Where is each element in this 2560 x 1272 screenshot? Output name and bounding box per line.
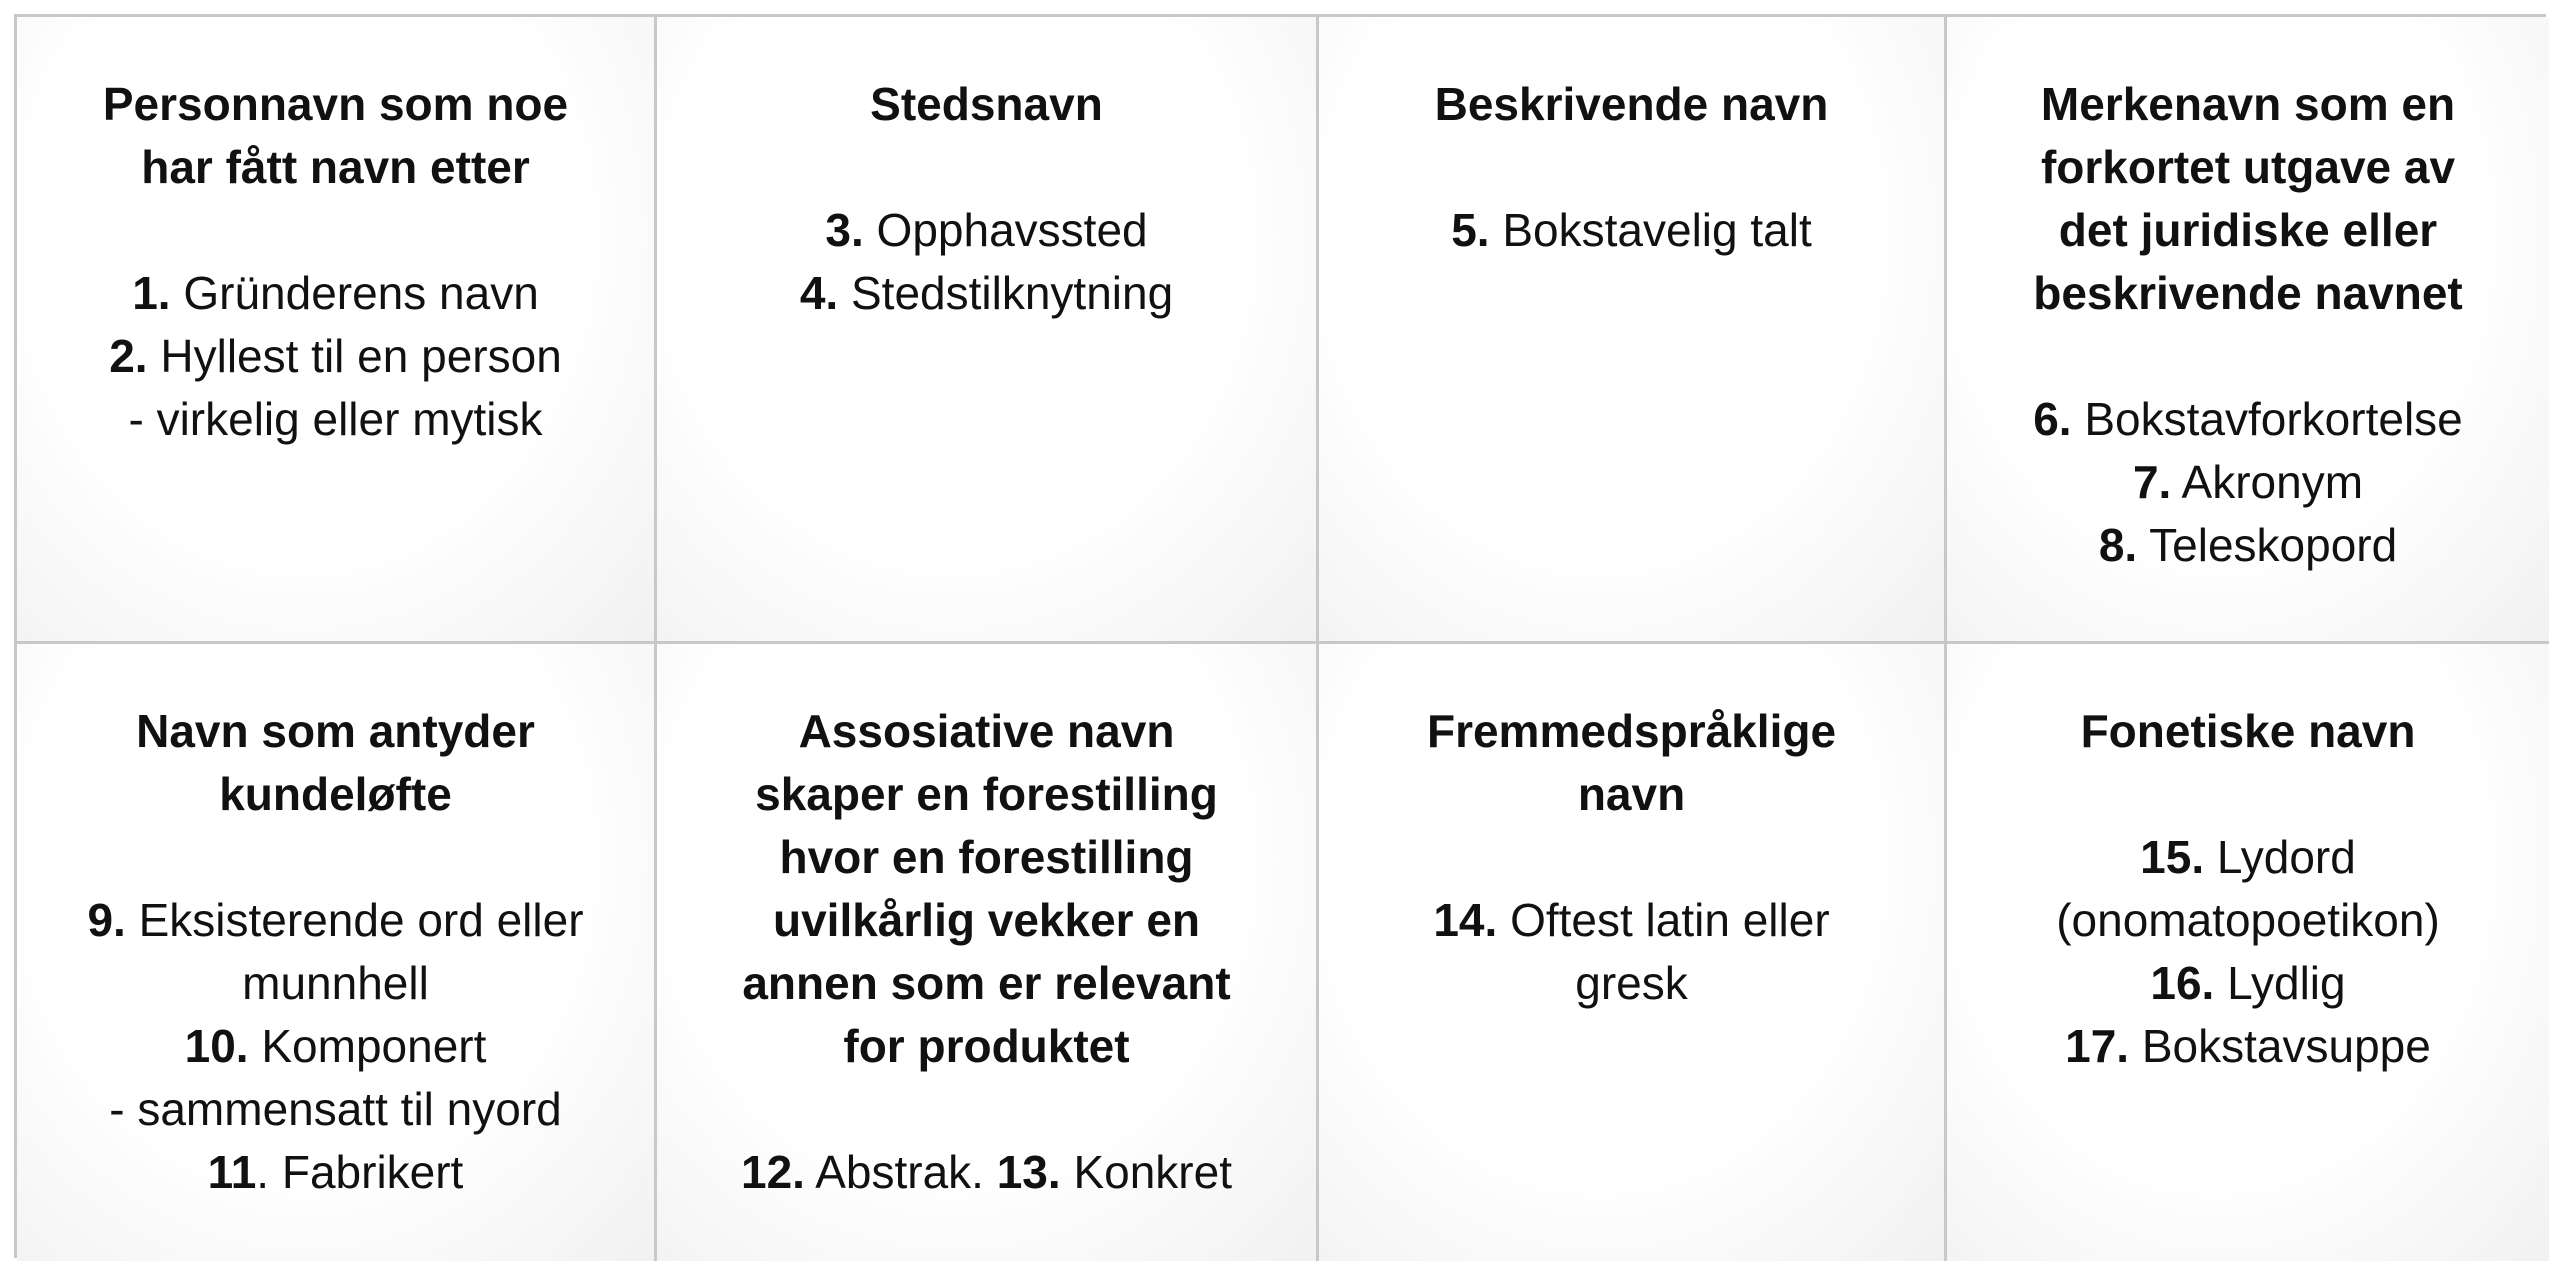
cell-items xyxy=(1343,889,1920,1015)
item-number: 14. xyxy=(1433,894,1498,946)
title-line: beskrivende navnet xyxy=(2033,267,2463,319)
item-text: Stedstilknytning xyxy=(838,267,1174,319)
title-line: annen som er relevant xyxy=(742,957,1231,1009)
title-line: Personnavn som noe xyxy=(102,78,569,130)
cell-title xyxy=(1971,700,2525,763)
cell-title xyxy=(1971,73,2525,325)
cell-items xyxy=(681,1141,1292,1204)
title-line: forkortet utgave av xyxy=(2040,141,2456,193)
title-line: Assosiative navn xyxy=(798,705,1175,757)
cell-items xyxy=(41,889,630,1204)
item-text: - virkelig eller mytisk xyxy=(128,393,543,445)
item-text: Lydlig xyxy=(2214,957,2346,1009)
item-number: 3. xyxy=(825,204,864,256)
list-item xyxy=(41,889,630,952)
list-item xyxy=(41,1015,630,1078)
list-item xyxy=(41,1078,630,1141)
cell-stedsnavn xyxy=(657,17,1319,644)
title-line: Beskrivende navn xyxy=(1434,78,1829,130)
title-line: navn xyxy=(1577,768,1686,820)
title-line: Stedsnavn xyxy=(870,78,1103,130)
title-line: Navn som antyder xyxy=(136,705,535,757)
list-item xyxy=(1971,889,2525,952)
list-item xyxy=(681,262,1292,325)
title-line: det juridiske eller xyxy=(2058,204,2438,256)
item-text: Abstrak. xyxy=(804,1146,997,1198)
list-item xyxy=(1971,826,2525,889)
item-number: 15. xyxy=(2140,831,2205,883)
title-line: Fonetiske navn xyxy=(2080,705,2416,757)
cell-title xyxy=(681,73,1292,136)
item-text: Konkret xyxy=(1060,1146,1232,1198)
item-text: Bokstavelig talt xyxy=(1489,204,1812,256)
cell-title xyxy=(41,700,630,826)
item-text: Lydord xyxy=(2204,831,2356,883)
cell-title xyxy=(1343,700,1920,826)
item-text: Oftest latin eller xyxy=(1497,894,1830,946)
list-item xyxy=(41,262,630,325)
item-number: 5. xyxy=(1451,204,1490,256)
title-line: har fått navn etter xyxy=(141,141,530,193)
item-text: munnhell xyxy=(242,957,429,1009)
item-number: 2. xyxy=(109,330,148,382)
item-number: 13. xyxy=(996,1146,1061,1198)
cell-merkenavn-forkortet xyxy=(1947,17,2549,644)
cell-items xyxy=(1343,199,1920,262)
item-text: gresk xyxy=(1575,957,1688,1009)
list-item xyxy=(681,1141,1292,1204)
cell-title xyxy=(681,700,1292,1078)
title-line: skaper en forestilling xyxy=(755,768,1218,820)
cell-beskrivende-navn xyxy=(1319,17,1947,644)
item-text: Gründerens navn xyxy=(170,267,539,319)
cell-personnavn xyxy=(17,17,657,644)
cell-fremmedspraaklige-navn xyxy=(1319,644,1947,1261)
cell-items xyxy=(1971,826,2525,1078)
item-text: Bokstavsuppe xyxy=(2129,1020,2431,1072)
list-item xyxy=(41,388,630,451)
item-number: 10. xyxy=(184,1020,249,1072)
item-number: 17. xyxy=(2065,1020,2130,1072)
item-number: 16. xyxy=(2150,957,2215,1009)
title-line: hvor en forestilling xyxy=(779,831,1194,883)
item-text: Hyllest til en person xyxy=(147,330,562,382)
item-text: (onomatopoetikon) xyxy=(2056,894,2440,946)
title-line: Fremmedspråklige xyxy=(1426,705,1837,757)
list-item xyxy=(1971,388,2525,451)
cell-title xyxy=(41,73,630,199)
title-line: kundeløfte xyxy=(219,768,452,820)
list-item xyxy=(41,1141,630,1204)
item-number: 4. xyxy=(799,267,839,319)
item-number: 9. xyxy=(87,894,126,946)
item-number: 8. xyxy=(2098,519,2138,571)
list-item xyxy=(1971,1015,2525,1078)
item-text: Opphavssted xyxy=(863,204,1148,256)
item-text: Komponert xyxy=(248,1020,487,1072)
cell-kundeloefte xyxy=(17,644,657,1261)
list-item xyxy=(1971,952,2525,1015)
item-text: Teleskopord xyxy=(2137,519,2398,571)
item-text: . Fabrikert xyxy=(256,1146,464,1198)
item-number: 1. xyxy=(132,267,171,319)
list-item xyxy=(1343,889,1920,952)
cell-items xyxy=(41,262,630,451)
cell-title xyxy=(1343,73,1920,136)
list-item xyxy=(681,199,1292,262)
item-text: Eksisterende ord eller xyxy=(125,894,584,946)
cell-items xyxy=(681,199,1292,325)
cell-items xyxy=(1971,388,2525,577)
item-text: - sammensatt til nyord xyxy=(109,1083,562,1135)
item-text: Akronym xyxy=(2171,456,2364,508)
cell-assosiative-navn xyxy=(657,644,1319,1261)
list-item xyxy=(41,952,630,1015)
item-number: 6. xyxy=(2033,393,2072,445)
list-item xyxy=(1343,952,1920,1015)
naming-categories-grid xyxy=(14,14,2546,1258)
title-line: for produktet xyxy=(843,1020,1130,1072)
item-text: Bokstavforkortelse xyxy=(2071,393,2463,445)
list-item xyxy=(41,325,630,388)
title-line: Merkenavn som en xyxy=(2040,78,2456,130)
item-number: 11 xyxy=(207,1146,257,1198)
item-number: 12. xyxy=(741,1146,805,1198)
title-line: uvilkårlig vekker en xyxy=(772,894,1201,946)
list-item xyxy=(1971,451,2525,514)
list-item xyxy=(1343,199,1920,262)
cell-fonetiske-navn xyxy=(1947,644,2549,1261)
list-item xyxy=(1971,514,2525,577)
item-number: 7. xyxy=(2132,456,2172,508)
